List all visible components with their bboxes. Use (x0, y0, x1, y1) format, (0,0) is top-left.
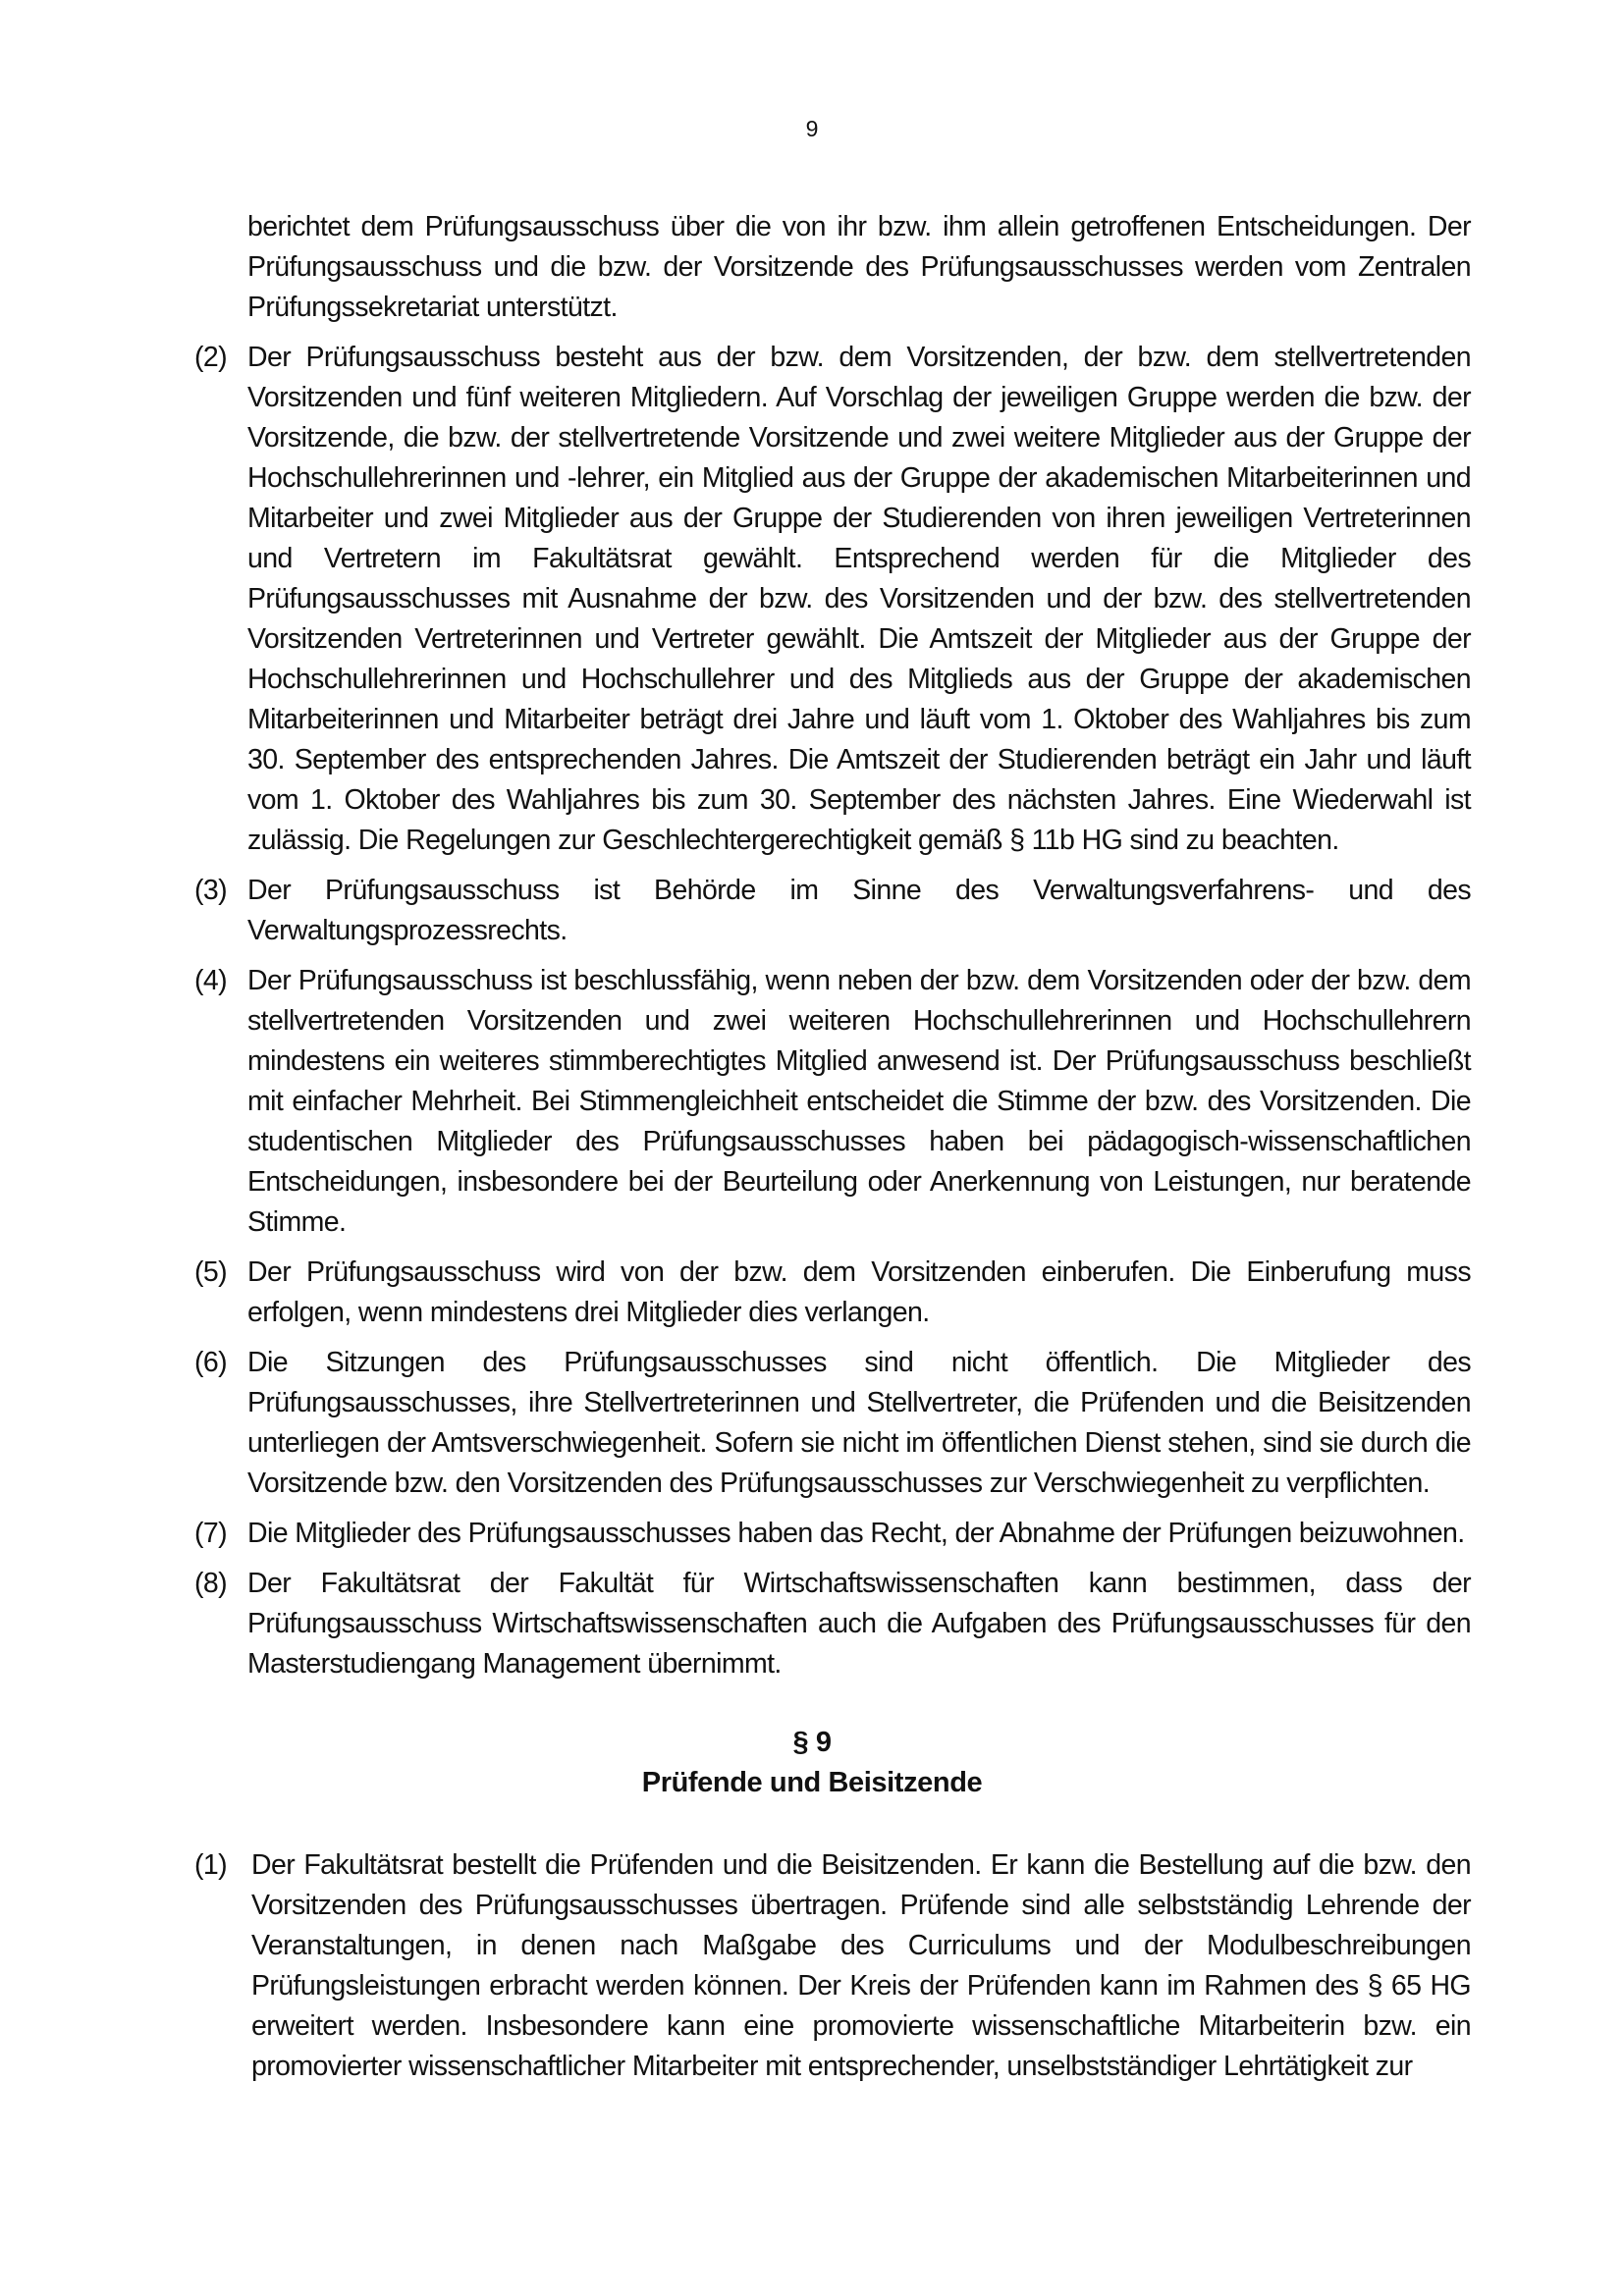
paragraph-text: Der Prüfungsausschuss besteht aus der bzw. dem Vorsitzenden, der bzw. dem stellvertretenden Vorsitzenden und fünf weiteren Mitgliedern. Auf Vorschlag der jeweiligen Gruppe werden die bzw. der Vorsitzende, die bzw. der stellvertretende Vorsitzende und zwei weitere Mitglieder aus der Gruppe der Hochschullehrerinnen und -lehrer, ein Mitglied aus der Gruppe der akademischen Mitarbeiterinnen und Mitarbeiter und zwei Mitglieder aus der Gruppe der Studierenden von ihren jeweiligen Vertreterinnen und Vertretern im Fakultätsrat gewählt. Entsprechend werden für die Mitglieder des Prüfungsausschusses mit Ausnahme der bzw. des Vorsitzenden und der bzw. des stellvertretenden Vorsitzenden Vertreterinnen und Vertreter gewählt. Die Amtszeit der Mitglieder aus der Gruppe der Hochschullehrerinnen und Hochschullehrer und des Mitglieds aus der Gruppe der akademischen Mitarbeiterinnen und Mitarbeiter beträgt drei Jahre und läuft vom 1. Oktober des Wahljahres bis zum 30. September des entsprechenden Jahres. Die Amtszeit der Studierenden beträgt ein Jahr und läuft vom 1. Oktober des Wahljahres bis zum 30. September des nächsten Jahres. Eine Wiederwahl ist zulässig. Die Regelungen zur Geschlechtergerechtigkeit gemäß § 11b HG sind zu beachten. (247, 342, 1471, 856)
paragraph-text: berichtet dem Prüfungsausschuss über die von ihr bzw. ihm allein getroffenen Entscheidungen. Der Prüfungsausschuss und die bzw. der Vorsitzende des Prüfungsausschusses werden vom Zentralen Prüfungssekretariat unterstützt. (247, 211, 1471, 323)
paragraph-number: (7) (194, 1518, 228, 1549)
page-number: 9 (805, 116, 819, 141)
paragraph-number: (3) (194, 875, 228, 906)
paragraph-text: Die Mitglieder des Prüfungsausschusses haben das Recht, der Abnahme der Prüfungen beizuwohnen. (247, 1518, 1465, 1549)
paragraph-number: (6) (194, 1347, 228, 1378)
paragraph-number: (1) (194, 1849, 228, 1881)
section-9-body (194, 1845, 1471, 2097)
paragraph-2 (194, 338, 1471, 861)
paragraph-6 (194, 1343, 1471, 1504)
paragraph-text: Der Fakultätsrat der Fakultät für Wirtschaftswissenschaften kann bestimmen, dass der Prüfungsausschuss Wirtschaftswissenschaften auch die Aufgaben des Prüfungsausschusses für den Masterstudiengang Management übernimmt. (247, 1568, 1471, 1680)
paragraph-text: Der Prüfungsausschuss ist beschlussfähig, wenn neben der bzw. dem Vorsitzenden oder der bzw. dem stellvertretenden Vorsitzenden und zwei weiteren Hochschullehrerinnen und Hochschullehrern mindestens ein weiteres stimmberechtigtes Mitglied anwesend ist. Der Prüfungsausschuss beschließt mit einfacher Mehrheit. Bei Stimmengleichheit entscheidet die Stimme der bzw. des Vorsitzenden. Die studentischen Mitglieder des Prüfungsausschusses haben bei pädagogisch-wissenschaftlichen Entscheidungen, insbesondere bei der Beurteilung oder Anerkennung von Leistungen, nur beratende Stimme. (247, 965, 1471, 1238)
paragraph-text: Der Prüfungsausschuss ist Behörde im Sinne des Verwaltungsverfahrens- und des Verwaltungsprozessrechts. (247, 875, 1471, 946)
paragraph-8 (194, 1564, 1471, 1684)
paragraph-text: Die Sitzungen des Prüfungsausschusses sind nicht öffentlich. Die Mitglieder des Prüfungsausschusses, ihre Stellvertreterinnen und Stellvertreter, die Prüfenden und die Beisitzenden unterliegen der Amtsverschwiegenheit. Sofern sie nicht im öffentlichen Dienst stehen, sind sie durch die Vorsitzende bzw. den Vorsitzenden des Prüfungsausschusses zur Verschwiegenheit zu verpflichten. (247, 1347, 1471, 1499)
paragraph-number: (2) (194, 342, 228, 373)
paragraph-4 (194, 961, 1471, 1243)
paragraph-number: (5) (194, 1256, 228, 1288)
section-title: Prüfende und Beisitzende (641, 1767, 983, 1798)
paragraph-number: (8) (194, 1568, 228, 1599)
paragraph-number: (4) (194, 965, 228, 996)
paragraph-3 (194, 871, 1471, 951)
paragraph-1 (194, 1845, 1471, 2087)
paragraph-5 (194, 1253, 1471, 1333)
section-9-heading (0, 1723, 1624, 1803)
paragraph-text: Der Fakultätsrat bestellt die Prüfenden und die Beisitzenden. Er kann die Bestellung auf die bzw. den Vorsitzenden des Prüfungsausschusses übertragen. Prüfende sind alle selbstständig Lehrende der Veranstaltungen, in denen nach Maßgabe des Curriculums und der Modulbeschreibungen Prüfungsleistungen erbracht werden können. Der Kreis der Prüfenden kann im Rahmen des § 65 HG erweitert werden. Insbesondere kann eine promovierte wissenschaftliche Mitarbeiterin bzw. ein promovierter wissenschaftlicher Mitarbeiter mit entsprechender, unselbstständiger Lehrtätigkeit zur (251, 1849, 1471, 2082)
paragraph-continued (194, 207, 1471, 328)
paragraph-text: Der Prüfungsausschuss wird von der bzw. dem Vorsitzenden einberufen. Die Einberufung muss erfolgen, wenn mindestens drei Mitglieder dies verlangen. (247, 1256, 1471, 1328)
section-symbol: § 9 (792, 1727, 832, 1758)
paragraph-7 (194, 1514, 1471, 1554)
section-8-continuation (194, 207, 1471, 1694)
